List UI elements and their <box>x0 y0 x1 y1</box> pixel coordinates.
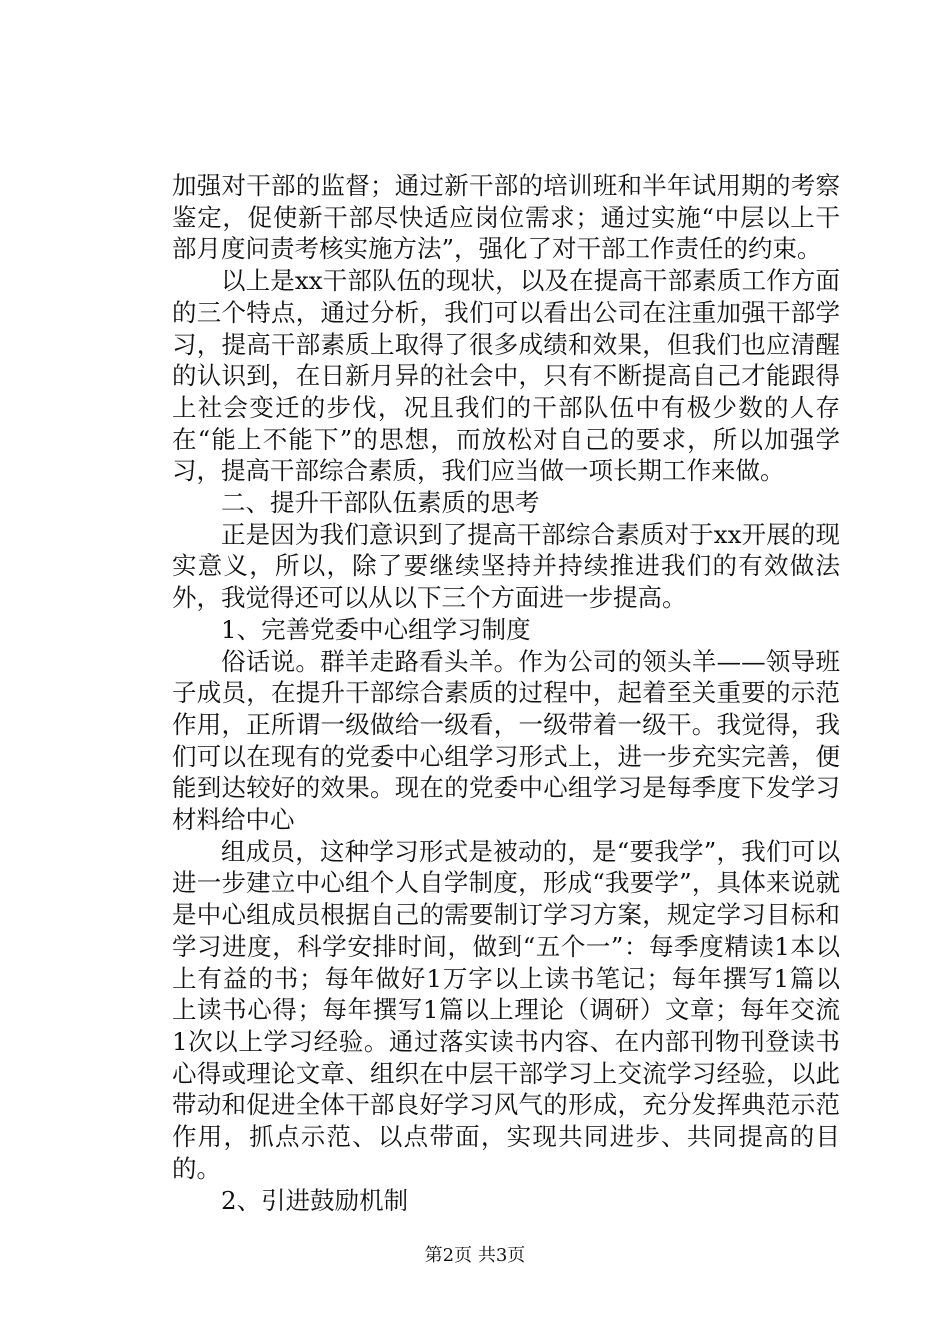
section-heading-2: 二、提升干部队伍素质的思考 <box>221 488 540 518</box>
paragraph-supervision: 加强对干部的监督；通过新干部的培训班和半年试用期的考察鉴定，促使新干部尽快适应岗位需求；通过实施“中层以上干部月度问责考核实施方法”，强化了对干部工作责任的约束。 <box>172 171 840 264</box>
paragraph-leadership: 俗话说。群羊走路看头羊。作为公司的领头羊——领导班子成员，在提升干部综合素质的过程中，起着至关重要的示范作用，正所谓一级做给一级看，一级带着一级干。我觉得，我们可以在现有的党委中心组学习形式上，进一步充实完善，便能到达较好的效果。现在的党委中心组学习是每季度下发学习材料给中心 <box>172 646 840 835</box>
paragraph-self-study: 组成员，这种学习形式是被动的，是“要我学”，我们可以进一步建立中心组个人自学制度，形成“我要学”，具体来说就是中心组成员根据自己的需要制订学习方案，规定学习目标和学习进度，科学安排时间，做到“五个一”：每季度精读1本以上有益的书；每年做好1万字以上读书笔记；每年撰写1篇以上读书心得；每年撰写1篇以上理论（调研）文章；每年交流1次以上学习经验。通过落实读书内容、在内部刊物刊登读书心得或理论文章、组织在中层干部学习上交流学习经验，以此带动和促进全体干部良好学习风气的形成，充分发挥典范示范作用，抓点示范、以点带面，实现共同进步、共同提高的目的。 <box>172 836 840 1183</box>
subheading-1: 1、完善党委中心组学习制度 <box>221 614 531 644</box>
paragraph-current-status: 以上是xx干部队伍的现状，以及在提高干部素质工作方面的三个特点，通过分析，我们可以看出公司在注重加强干部学习，提高干部素质上取得了很多成绩和效果，但我们也应清醒的认识到，在日新月异的社会中，只有不断提高自己才能跟得上社会变迁的步伐，况且我们的干部队伍中有极少数的人存在“能上不能下”的思想，而放松对自己的要求，所以加强学习，提高干部综合素质，我们应当做一项长期工作来做。 <box>172 266 840 486</box>
paragraph-significance: 正是因为我们意识到了提高干部综合素质对于xx开展的现实意义，所以，除了要继续坚持并持续推进我们的有效做法外，我觉得还可以从以下三个方面进一步提高。 <box>172 519 840 613</box>
subheading-2: 2、引进鼓励机制 <box>221 1185 409 1215</box>
document-body <box>172 170 840 1216</box>
page-footer: 第2页 共3页 <box>424 1245 526 1266</box>
